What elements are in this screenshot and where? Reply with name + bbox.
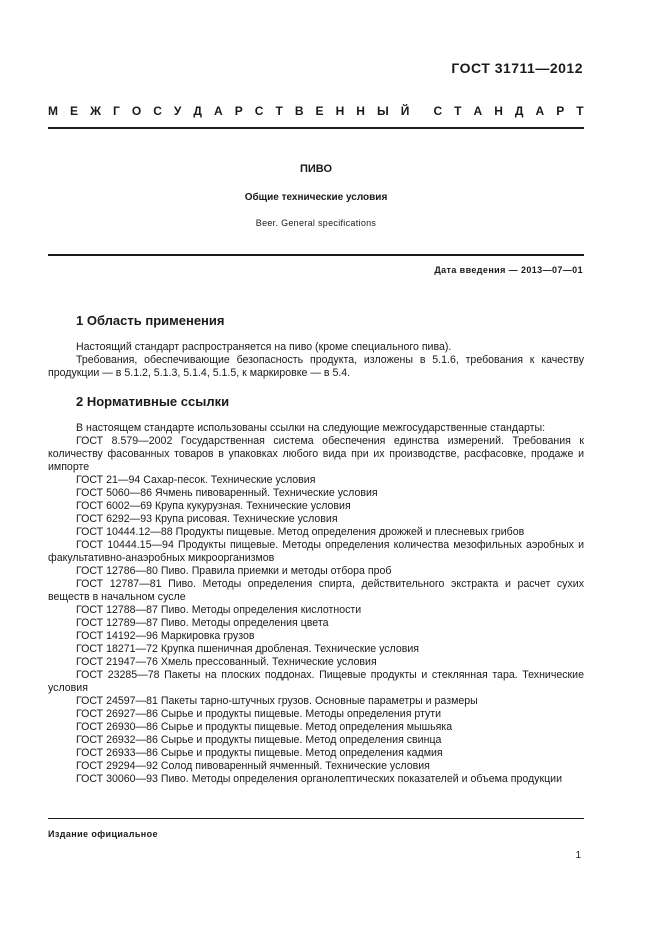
page-number: 1 [575, 850, 581, 861]
reference-item [48, 630, 584, 643]
banner-letter: Ы [376, 104, 389, 118]
banner-letter: Д [514, 104, 524, 118]
section-2-heading: 2 Нормативные ссылки [76, 394, 230, 409]
section-2-intro [48, 422, 584, 435]
title-rule [48, 254, 584, 256]
banner-letter: Д [193, 104, 202, 118]
reference-item [48, 773, 584, 786]
banner-letter: Т [275, 104, 283, 118]
banner-letter: В [294, 104, 304, 118]
footer-rule [48, 818, 584, 819]
paragraph-text: Настоящий стандарт распространяется на пиво (кроме специального пива). [76, 341, 452, 353]
reference-item [48, 643, 584, 656]
reference-item [48, 500, 584, 513]
section-1-paragraph-1 [48, 341, 584, 354]
banner-letter: Р [556, 104, 565, 118]
reference-item [48, 604, 584, 617]
reference-item [48, 669, 584, 695]
reference-text: ГОСТ 12786—80 Пиво. Правила приемки и методы отбора проб [76, 565, 392, 577]
reference-item [48, 578, 584, 604]
paragraph-text: Требования, обеспечивающие безопасность продукта, изложены в 5.1.6, требования к качеству продукции — в 5.1.2, 5.1.3, 5.1.4, 5.1.5, к маркировке — в 5.4. [48, 354, 584, 379]
reference-item [48, 565, 584, 578]
reference-text: ГОСТ 12787—81 Пиво. Методы определения спирта, действительного экстракта и расчет сухих веществ в начальном сусле [48, 578, 584, 603]
reference-item [48, 695, 584, 708]
banner-letter: Р [234, 104, 243, 118]
official-edition-label: Издание официальное [48, 829, 158, 839]
reference-text: ГОСТ 18271—72 Крупка пшеничная дробленая. Технические условия [76, 643, 420, 655]
reference-text: ГОСТ 29294—92 Солод пивоваренный ячменный. Технические условия [76, 760, 430, 772]
reference-text: ГОСТ 6292—93 Крупа рисовая. Технические условия [76, 513, 338, 525]
section-1-paragraph-2 [48, 354, 584, 380]
reference-text: ГОСТ 23285—78 Пакеты на плоских поддонах. Пищевые продукты и стеклянная тара. Технические условия [48, 669, 584, 694]
reference-item [48, 747, 584, 760]
banner-letter: С [153, 104, 162, 118]
reference-text: ГОСТ 8.579—2002 Государственная система обеспечения единства измерений. Требования к количеству фасованных товаров в упаковках любого вида при их производстве, расфасовке, продаже и импорте [48, 435, 584, 473]
english-title: Beer. General specifications [255, 218, 377, 228]
banner-letter: М [48, 104, 58, 118]
reference-text: ГОСТ 26932—86 Сырье и продукты пищевые. Метод определения свинца [76, 734, 442, 746]
banner-letter: С [254, 104, 264, 118]
reference-item [48, 539, 584, 565]
document-number: ГОСТ 31711—2012 [451, 60, 583, 76]
reference-item [48, 526, 584, 539]
banner-letter: Т [576, 104, 584, 118]
banner-letter: А [473, 104, 483, 118]
banner-letter: С [433, 104, 443, 118]
reference-item [48, 487, 584, 500]
document-title: ПИВО [299, 163, 333, 175]
reference-text: ГОСТ 30060—93 Пиво. Методы определения органолептических показателей и объема продукции [76, 773, 563, 785]
banner-letter: Т [454, 104, 462, 118]
reference-text: ГОСТ 26933—86 Сырье и продукты пищевые. Метод определения кадмия [76, 747, 443, 759]
reference-text: ГОСТ 6002—69 Крупа кукурузная. Технические условия [76, 500, 351, 512]
reference-text: ГОСТ 26927—86 Сырье и продукты пищевые. Методы определения ртути [76, 708, 442, 720]
reference-text: ГОСТ 14192—96 Маркировка грузов [76, 630, 255, 642]
reference-text: ГОСТ 5060—86 Ячмень пивоваренный. Технические условия [76, 487, 378, 499]
reference-text: ГОСТ 26930—86 Сырье и продукты пищевые. Метод определения мышьяка [76, 721, 453, 733]
banner-letter: А [535, 104, 545, 118]
banner-letter: У [173, 104, 182, 118]
reference-item [48, 760, 584, 773]
banner-letter: Г [112, 104, 120, 118]
banner-letter: О [131, 104, 142, 118]
reference-text: ГОСТ 10444.12—88 Продукты пищевые. Метод определения дрожжей и плесневых грибов [76, 526, 525, 538]
document-subtitle: Общие технические условия [244, 192, 388, 203]
standard-type-banner [48, 104, 584, 120]
banner-letter: Е [315, 104, 324, 118]
banner-letter: Н [335, 104, 345, 118]
banner-letter: Н [356, 104, 365, 118]
banner-letter: Й [400, 104, 410, 118]
reference-text: ГОСТ 10444.15—94 Продукты пищевые. Методы определения количества мезофильных аэробных и факультативно-анаэробных микроорганизмов [48, 539, 584, 564]
reference-item [48, 734, 584, 747]
banner-letter: А [213, 104, 223, 118]
banner-letter: Е [70, 104, 79, 118]
reference-item [48, 708, 584, 721]
reference-item [48, 656, 584, 669]
reference-item [48, 617, 584, 630]
section-1-heading: 1 Область применения [76, 313, 225, 328]
reference-text: ГОСТ 21—94 Сахар-песок. Технические условия [76, 474, 316, 486]
reference-item [48, 474, 584, 487]
paragraph-text: В настоящем стандарте использованы ссылки на следующие межгосударственные стандарты: [76, 422, 546, 434]
reference-text: ГОСТ 24597—81 Пакеты тарно-штучных грузов. Основные параметры и размеры [76, 695, 478, 707]
introduction-date: Дата введения — 2013—07—01 [434, 265, 583, 275]
reference-text: ГОСТ 21947—76 Хмель прессованный. Технические условия [76, 656, 377, 668]
reference-text: ГОСТ 12789—87 Пиво. Методы определения цвета [76, 617, 329, 629]
banner-letter: Н [494, 104, 503, 118]
top-rule [48, 127, 584, 129]
reference-item [48, 721, 584, 734]
reference-item [48, 435, 584, 474]
reference-item [48, 513, 584, 526]
banner-letter: Ж [90, 104, 101, 118]
reference-text: ГОСТ 12788—87 Пиво. Методы определения кислотности [76, 604, 362, 616]
